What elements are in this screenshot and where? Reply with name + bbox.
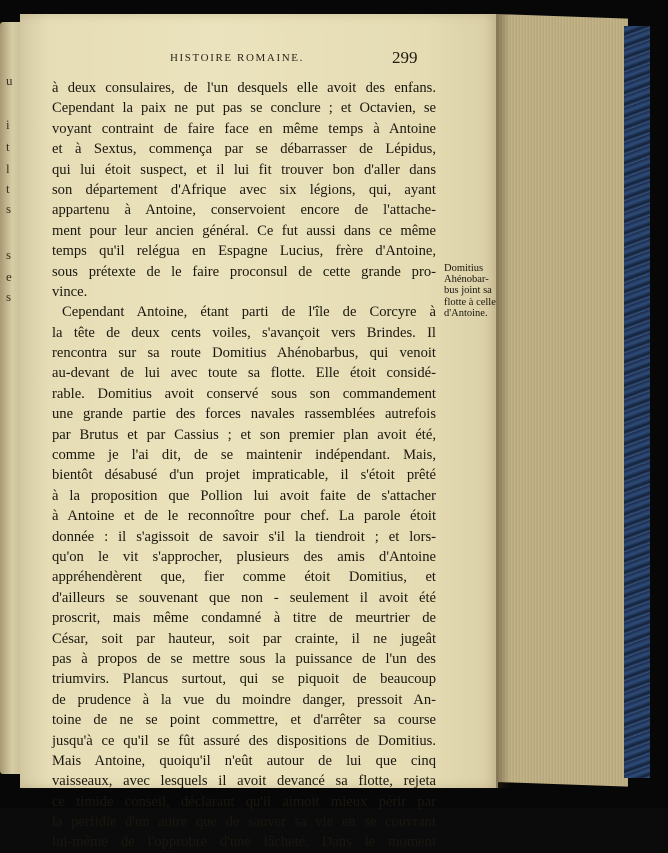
text-line: au-devant de lui avec toute sa flotte. Elle étoit considé- [52,365,436,382]
text-line: voyant contraint de faire face en même temps à Antoine [52,120,436,137]
text-line: comme je l'ai dit, de se maintenir indépendant. Mais, [52,447,436,464]
marbled-cover [624,26,650,778]
page-block-edge [496,14,628,787]
text-line: lui-même de l'opprobre d'une lâcheté. Dans le moment [52,834,436,851]
text-line: et à Sextus, commença par se débarrasser de Lépidus, [52,141,436,158]
text-line: bientôt désabusé d'un projet impraticable, il s'étoit prêté [52,467,436,484]
marginal-note-line: Domitius [444,263,484,274]
text-line: qu'on le vit s'approcher, plusieurs des amis d'Antoine [52,548,436,565]
text-line: jusqu'à ce qu'il se fût assuré des dispositions de Domitius. [52,732,436,749]
text-line: de prudence à la vue du moindre danger, pressoit An- [52,691,436,708]
text-line: triumvirs. Plancus surtout, qui se piquoit de beaucoup [52,671,436,688]
text-line: vince. [52,283,88,300]
text-line: Mais Antoine, quoiqu'il n'eût autour de lui que cinq [52,752,436,769]
previous-page-character: s [6,201,12,216]
marginal-note-line: bus joint sa [444,285,492,297]
previous-page-character: u [6,73,13,88]
text-line: César, soit par hauteur, soit par crainte, il ne jugeât [52,630,436,647]
text-line: à la proposition que Pollion lui avoit faite de s'attacher [52,487,436,504]
book-page [20,14,498,851]
text-line: vaisseaux, avec lesquels il avoit devancé sa flotte, rejeta [52,773,436,790]
marginal-note-line: flotte à celle [444,296,496,308]
text-line: temps qu'il relégua en Espagne Lucius, frère d'Antoine, [52,243,436,260]
text-line: son département d'Afrique avec six légions, qui, ayant [52,181,436,198]
page-number: 299 [392,48,418,67]
previous-page-character: i [6,117,10,132]
text-line: rable. Domitius avoit conservé sous son commandement [52,385,436,402]
text-line: une grande partie des forces navales rassemblées autrefois [52,406,436,423]
previous-page-character: s [6,247,12,262]
marginal-note-line: Ahénobar- [444,274,489,286]
running-head: HISTOIRE ROMAINE. [170,52,304,64]
text-line: d'ailleurs se souvenant que non - seulement il avoit été [52,589,436,606]
text-line: rencontra sur sa route Domitius Ahénobarbus, qui venoit [52,345,436,362]
text-line: ment pour leur ancien général. Ce fut aussi dans ce même [52,222,436,239]
text-line: appréhendèrent que, fier comme étoit Domitius, et [52,569,436,586]
previous-page-character: t [6,181,10,196]
text-line: la perfidie d'un autre que de sauver sa vie en se couvrant [52,814,436,831]
gutter-shadow [496,14,510,788]
text-line: Cependant Antoine, étant parti de l'île de Corcyre à [62,304,436,321]
text-line: ce timide conseil, déclarant qu'il aimoit mieux périr par [52,793,436,810]
previous-page-character: l [6,161,10,176]
text-line: Cependant la paix ne put pas se conclure ; et Octavien, se [52,100,436,117]
text-line: appartenu à Antoine, conservoient encore de l'attache- [52,202,436,219]
text-line: toine de ne se point commettre, et d'arrêter sa course [52,712,436,729]
body-text [52,78,436,853]
text-line: sous prétexte de le faire proconsul de cette grande pro- [52,263,436,280]
text-line: pas à propos de se mettre sous la puissance de l'un des [52,650,436,667]
text-line: qui lui étoit suspect, et il lui fit trouver bon d'aller dans [52,161,436,178]
marginal-note-line: d'Antoine. [444,307,488,319]
text-line: à Antoine et de le reconnoître pour chef. La parole étoit [52,508,436,525]
text-line: la tête de deux cents voiles, s'avançoit vers Brindes. Il [52,324,436,341]
previous-page-character: e [6,269,12,284]
text-line: proscrit, mais même condamné à titre de meurtrier de [52,610,436,627]
text-line: donnée : il s'agissoit de savoir s'il la tiendroit ; et lors- [52,528,436,545]
previous-page-edge [0,22,20,774]
text-line: par Brutus et par Cassius ; et son premier plan avoit été, [52,426,436,443]
text-line: à deux consulaires, de l'un desquels elle avoit des enfans. [52,80,436,96]
previous-page-character: t [6,139,10,154]
previous-page-character: s [6,289,12,304]
